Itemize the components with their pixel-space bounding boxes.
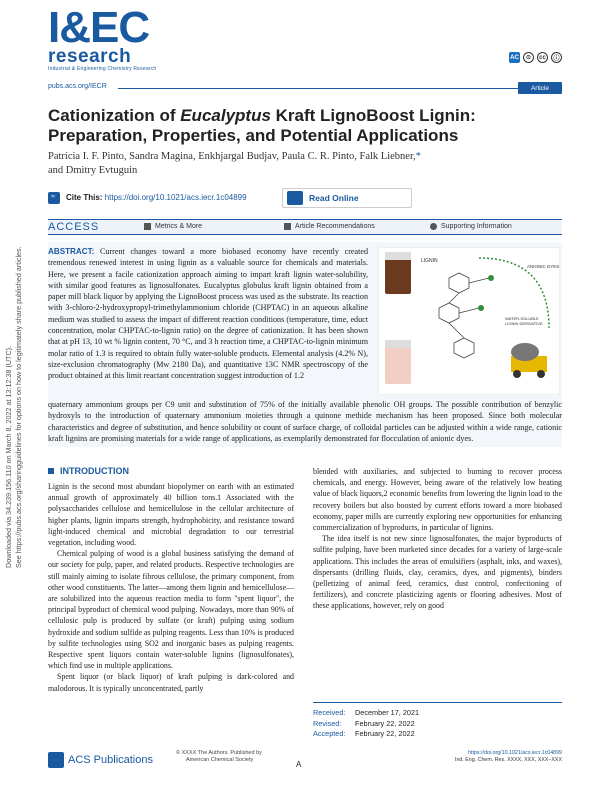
revised-label: Revised: bbox=[313, 718, 342, 728]
copyright-line2: American Chemical Society bbox=[186, 757, 254, 763]
by-icon: ⓘ bbox=[551, 52, 562, 63]
journal-logo[interactable] bbox=[48, 3, 258, 80]
cite-doi-link[interactable]: https://doi.org/10.1021/acs.iecr.1c04899 bbox=[104, 193, 247, 202]
introduction-heading bbox=[48, 466, 129, 476]
article-type-badge: Article bbox=[518, 82, 562, 94]
download-notice bbox=[2, 230, 22, 570]
title-part-1: Cationization of bbox=[48, 106, 181, 125]
supporting-info-label: Supporting Information bbox=[441, 223, 512, 230]
intro-paragraph-2: Chemical pulping of wood is a global business satisfying the demand of our society for pulp, paper, and related products. Respective technologies are still mainly aiming to isolate fibrous cellulose, the primary component, from other wood constituents. The latter—among them lignin and hemicellulose—are solubilized into the aqueous reaction media to form "spent liquor", the principal byproduct of chemical wood pulping. Nowadays, more than 90% of cellulosic pulp is produced by sulfate (or kraft) pulping using sodium hydroxide and sodium sulfide as pulping reagents. Less than 10% is produced by sulfite technologies using SO2 and inorganic bases as pulping reagents. Respective spent liquors contain water-soluble lignins (lignosulfonates), which find use in multiple applications. bbox=[48, 549, 294, 671]
intro-paragraph-3: Spent liquor (or black liquor) of kraft pulping is dark-colored and malodorous. It is typically unconcentrated, partly bbox=[48, 672, 294, 693]
quote-icon bbox=[48, 192, 60, 204]
toc-label-mid: WATER-SOLUBLE LIGNIN DERIVATIVE bbox=[505, 316, 543, 326]
lignin-jar bbox=[385, 256, 411, 294]
authors-line2[interactable]: and Dmitry Evtuguin bbox=[48, 165, 138, 176]
journal-url[interactable]: pubs.acs.org/IECR bbox=[48, 83, 107, 90]
intro-paragraph-4: blended with auxiliaries, and subjected to burning to recover process chemicals, and energy. However, being aware of the relatively low heating value of black liquors,2 economic benefits from lowering the lignin load to the recovery boilers but also boosted by current efforts toward a more biobased economy, paper mills are currently exploring new opportunities for enhancing commercialization of byproducts, in particular of lignins. bbox=[313, 467, 562, 533]
accepted-date-row bbox=[313, 729, 562, 740]
read-online-icon bbox=[287, 191, 303, 205]
abstract-text-part1 bbox=[48, 246, 368, 382]
metrics-label: Metrics & More bbox=[155, 223, 203, 230]
article-dates bbox=[313, 702, 562, 740]
toc-illustration bbox=[379, 248, 561, 396]
ac-icon: AC bbox=[509, 52, 520, 63]
corresponding-author-mark[interactable]: * bbox=[415, 151, 421, 162]
recommendations-icon bbox=[284, 223, 291, 230]
ammonium-group bbox=[488, 275, 494, 281]
abstract-label: ABSTRACT: bbox=[48, 247, 95, 256]
intro-paragraph-1: Lignin is the second most abundant biopolymer on earth with an estimated annual growth of approximately 40 billion tons.1 Associated with the polysaccharides cellulose and hemicellulose in the cellular architecture of higher plants, lignin imparts strength, hydrophobicity, and resistance toward light-induced chemical and microbial degradation to our terrestrial vegetation, including wood. bbox=[48, 482, 294, 548]
toc-label-right: ANIONIC DYES bbox=[527, 264, 560, 269]
authors-line1[interactable]: Patrícia I. F. Pinto, Sandra Magina, Enkhjargal Budjav, Paula C. R. Pinto, Falk Liebner, bbox=[48, 151, 416, 162]
copyright-notice bbox=[176, 750, 262, 764]
publisher-logo[interactable] bbox=[48, 752, 153, 768]
received-date: December 17, 2021 bbox=[355, 708, 420, 717]
journal-logo-tagline: Industrial & Engineering Chemistry Research bbox=[48, 66, 157, 72]
body-column-1 bbox=[48, 481, 294, 694]
read-online-button[interactable] bbox=[282, 188, 412, 208]
cite-text bbox=[66, 193, 247, 202]
metrics-link[interactable] bbox=[144, 223, 202, 230]
title-italic: Eucalyptus bbox=[180, 106, 271, 125]
article-title bbox=[48, 106, 548, 146]
ammonium-group bbox=[478, 305, 484, 311]
page-number: A bbox=[296, 760, 302, 769]
molecule-structure bbox=[439, 273, 489, 358]
author-list bbox=[48, 150, 518, 178]
access-label: ACCESS bbox=[48, 221, 100, 233]
license-icons bbox=[509, 52, 562, 63]
cite-label: Cite This: bbox=[66, 193, 103, 202]
recommendations-label: Article Recommendations bbox=[295, 223, 375, 230]
abstract-part1: Current changes toward a more biobased economy have recently created tremendous renewed interest in using lignin as a valuable source for chemicals and materials. Here, we present a facile cationization approach aiming to impart kraft lignin water-solubility, with similar good features as lignosulfonates. Eucalyptus globulus kraft lignin obtained from a paper mill black liquor by applying the LignoBoost process was used as the substrate. Its reaction with 3-chloro-2-hydroxypropyl-trimethylammonium chloride (CHPTAC) in an aqueous alkaline medium was studied to assess the impact of different reaction conditions (temperature, time, educt concentration, molar CHPTAC-to-lignin ratio) on the degree of cationization. It has been shown that at pH 13, 10 wt % lignin content, 70 °C, and 3 h reaction time, a CHPTAC-to-lignin minimum molar ratio of 1.3 is required to obtain fully water-soluble products. Elemental analysis (4.2% N), size-exclusion chromatography (Mw 2180 Da), and quantitative 13C NMR spectroscopy of the product obtained at this limit reactant concentration suggest introduction of 1.2 bbox=[48, 247, 369, 381]
journal-logo-main: I&EC bbox=[48, 3, 150, 52]
derivative-jar-lid bbox=[385, 340, 411, 348]
supporting-info-link[interactable] bbox=[430, 223, 512, 230]
recommendations-link[interactable] bbox=[284, 223, 375, 230]
title-part-2: Kraft LignoBoost Lignin: Preparation, Properties, and Potential Applications bbox=[48, 106, 476, 145]
metrics-icon bbox=[144, 223, 151, 230]
read-online-label: Read Online bbox=[309, 193, 359, 203]
derivative-jar bbox=[385, 344, 411, 384]
access-bar bbox=[48, 219, 562, 235]
acs-logo-icon bbox=[48, 752, 64, 768]
received-label: Received: bbox=[313, 708, 346, 717]
journal-topbar bbox=[48, 82, 562, 96]
received-date-row bbox=[313, 708, 562, 719]
revised-date-row bbox=[313, 719, 562, 730]
download-notice-line2: See https://pubs.acs.org/sharingguidelines for options on how to legitimately share published articles. bbox=[14, 246, 23, 568]
publisher-name: ACS Publications bbox=[68, 754, 153, 766]
section-marker-icon bbox=[48, 468, 54, 474]
body-column-2 bbox=[313, 466, 562, 612]
accepted-date: February 22, 2022 bbox=[355, 729, 415, 738]
footer-doi-link[interactable]: https://doi.org/10.1021/acs.iecr.1c04899 bbox=[468, 750, 562, 756]
introduction-heading-label: INTRODUCTION bbox=[60, 466, 129, 476]
topbar-divider bbox=[118, 88, 518, 89]
footer-journal-citation: Ind. Eng. Chem. Res. XXXX, XXX, XXX−XXX bbox=[454, 757, 562, 763]
mixer-truck-icon bbox=[511, 343, 547, 378]
open-access-icon: ⊙ bbox=[523, 52, 534, 63]
supporting-info-icon bbox=[430, 223, 437, 230]
toc-label-top: LIGNIN bbox=[421, 258, 438, 264]
abstract-text-part2: quaternary ammonium groups per C9 unit and substitution of 75% of the initially available phenolic OH groups. The possible contribution of benzylic hydroxyls to the introduction of quaternary ammonium moieties through a quinone methide mechanism has been proposed. Since both molecular characteristics and degree of substitution, and hence solubility or count of surface charge, of colloidal particles can be adjusted within a wide range, cationic kraft lignins are promising materials for a wide range of applications, as exemplarily demonstrated for flocculation of anionic dyes. bbox=[48, 400, 562, 443]
copyright-line1: © XXXX The Authors. Published by bbox=[176, 750, 262, 756]
cc-icon: cc bbox=[537, 52, 548, 63]
download-notice-line1: Downloaded via 34.239.156.110 on March 8, 2022 at 13:12:38 (UTC). bbox=[4, 345, 13, 568]
lignin-jar-lid bbox=[385, 252, 411, 260]
revised-date: February 22, 2022 bbox=[355, 718, 415, 728]
intro-paragraph-5: The idea itself is not new since lignosulfonates, the major byproducts of sulfite pulping, have been marketed since decades for a variety of large-scale applications. This includes the areas of emulsifiers (asphalt, inks, and waxes), dispersants (drilling fluids, clay, ceramics, dyes, and pigments), binders (pelletizing of animal feed, ceramics, dust control, confectioning of fertilizers), and concrete plasticizing agents or flooring adhesives. Most of these applications, however, rely on good bbox=[313, 534, 562, 611]
toc-graphic bbox=[378, 247, 560, 395]
accepted-label: Accepted: bbox=[313, 729, 346, 738]
journal-logo-sub: research bbox=[48, 46, 132, 67]
cite-row bbox=[48, 188, 562, 208]
svg-text:": " bbox=[51, 194, 56, 204]
footer-citation bbox=[448, 750, 562, 764]
